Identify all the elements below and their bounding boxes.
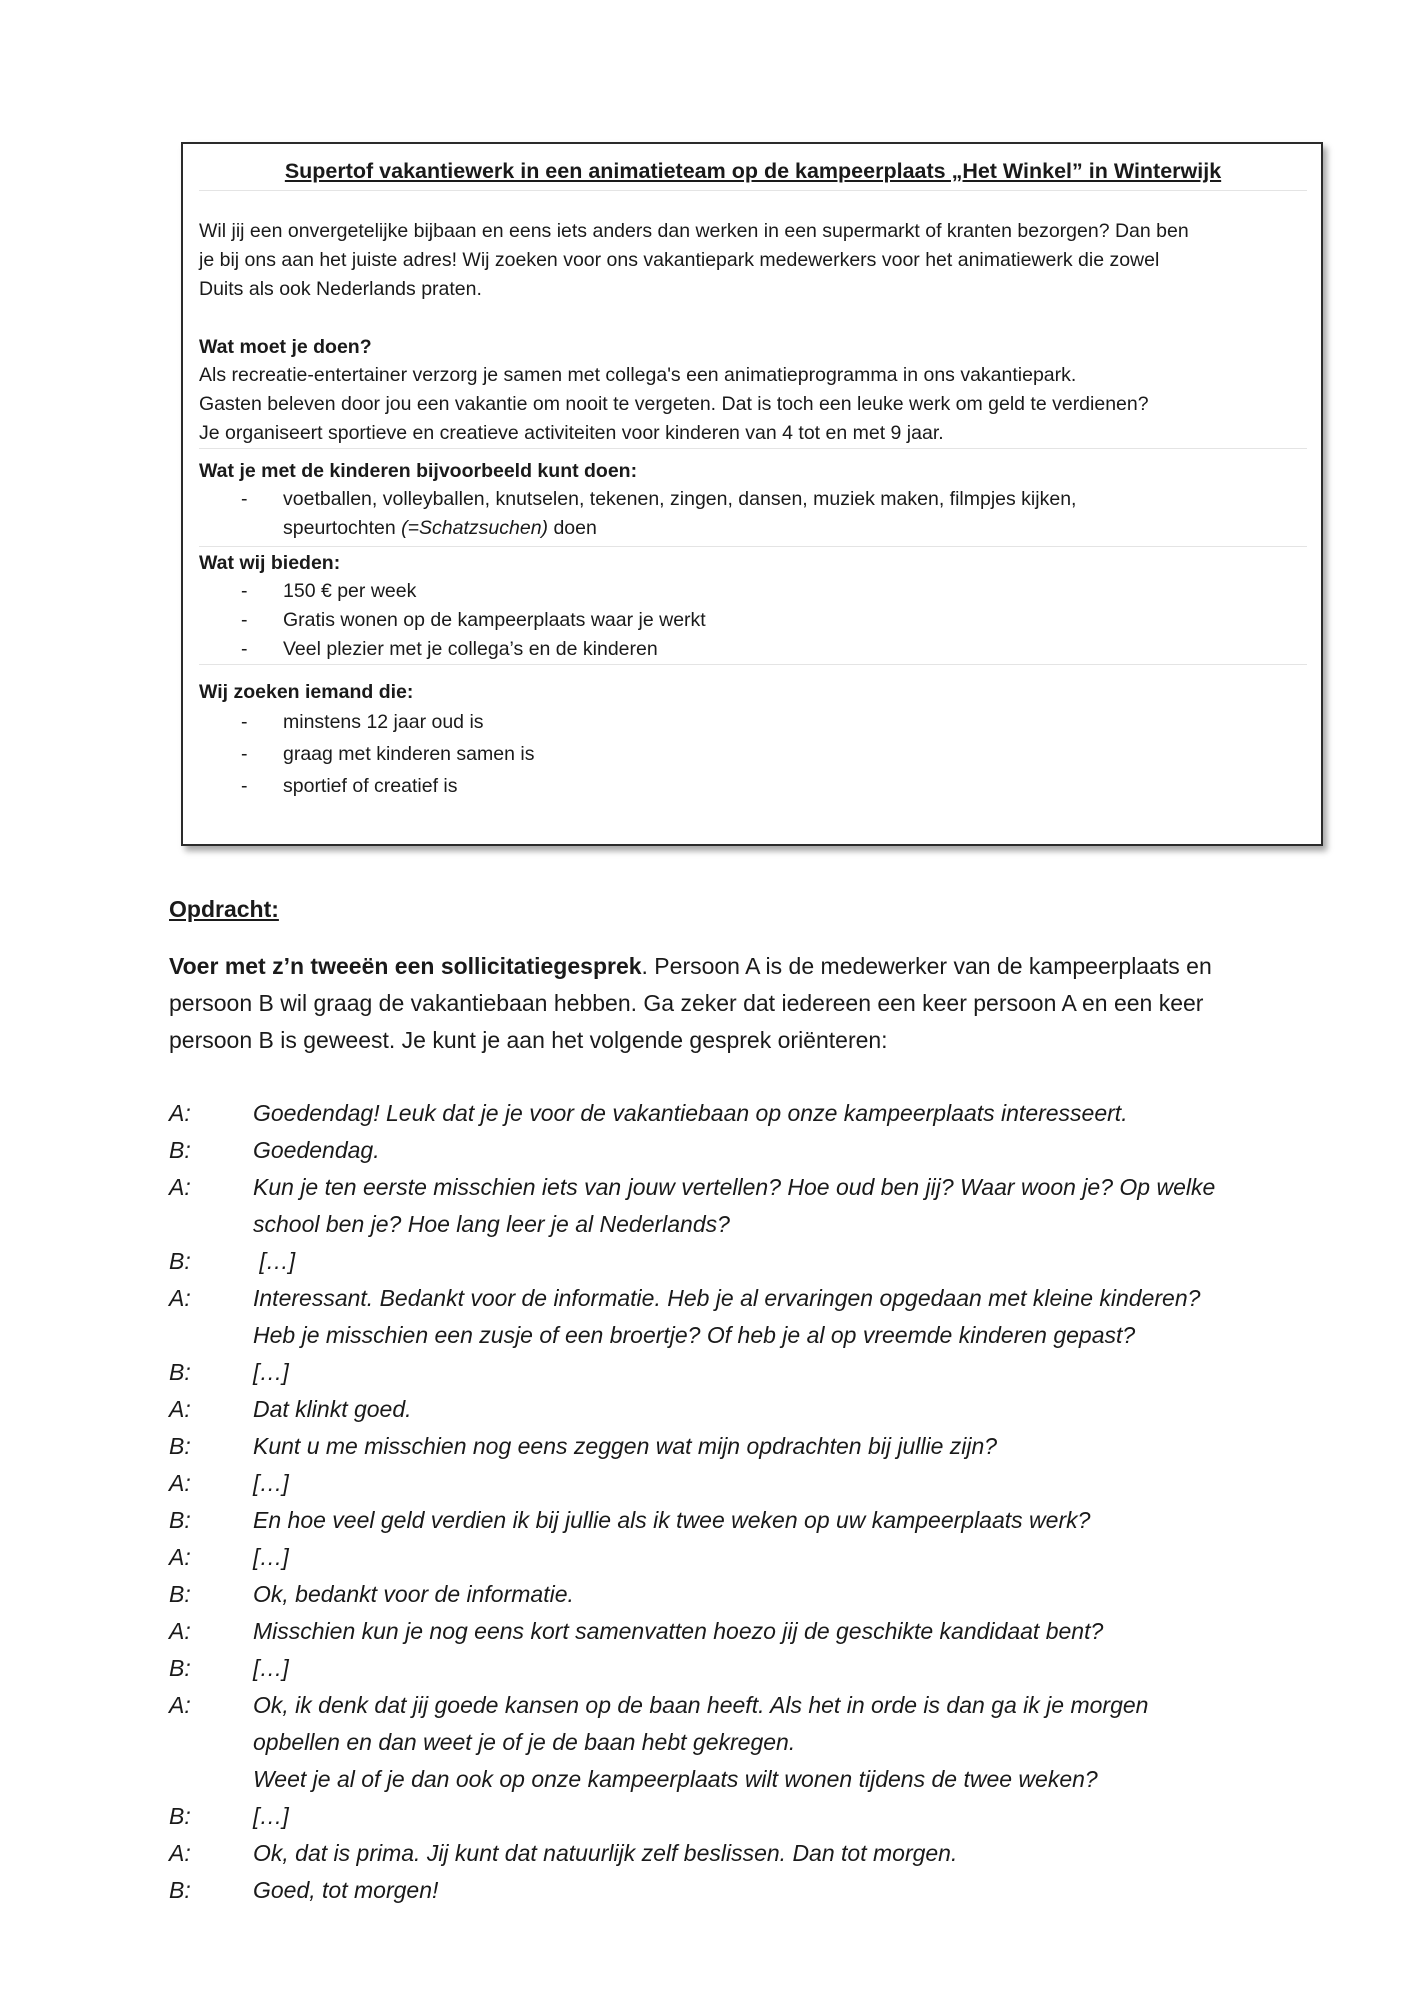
activities-heading: Wat je met de kinderen bijvoorbeeld kunt doen: bbox=[199, 460, 638, 482]
dialogue-speaker: A: bbox=[169, 1100, 191, 1126]
looking-heading: Wij zoeken iemand die: bbox=[199, 681, 414, 703]
dialogue-speaker: B: bbox=[169, 1803, 191, 1829]
offer-list bbox=[199, 577, 1307, 664]
dialogue-line bbox=[169, 1798, 1289, 1835]
title-rule bbox=[199, 190, 1307, 191]
dialogue-speaker: A: bbox=[169, 1840, 191, 1866]
dialogue-speaker bbox=[169, 1206, 253, 1243]
dialogue-utterance: […] bbox=[253, 1655, 289, 1681]
job-ad-box bbox=[181, 142, 1323, 846]
dialogue-utterance: […] bbox=[253, 1544, 289, 1570]
dialogue-utterance: […] bbox=[253, 1803, 289, 1829]
activities-section bbox=[199, 457, 1307, 543]
dialogue-utterance: Ok, bedankt voor de informatie. bbox=[253, 1581, 574, 1607]
dialogue-speaker: B: bbox=[169, 1507, 191, 1533]
dialogue-speaker: B: bbox=[169, 1359, 191, 1385]
offer-item: - Veel plezier met je collega’s en de kinderen bbox=[199, 635, 1307, 664]
section-rule bbox=[199, 448, 1307, 449]
assignment-body: . Persoon A is de medewerker van de kampeerplaats en persoon B wil graag de vakantiebaan hebben. Ga zeker dat iedereen een keer persoon A en een keer persoon B is geweest. Je kunt je aan het volgende gesprek oriënteren: bbox=[169, 953, 1212, 1053]
dialogue-line bbox=[169, 1761, 1289, 1798]
dialogue-utterance: Misschien kun je nog eens kort samenvatten hoezo jij de geschikte kandidaat bent? bbox=[253, 1618, 1104, 1644]
offer-heading: Wat wij bieden: bbox=[199, 552, 341, 574]
looking-item: - minstens 12 jaar oud is bbox=[199, 706, 1307, 738]
activity-line-1: voetballen, volleyballen, knutselen, tekenen, zingen, dansen, muziek maken, filmpjes kijken, bbox=[283, 488, 1077, 510]
dialogue-line bbox=[169, 1613, 1289, 1650]
dialogue-speaker: A: bbox=[169, 1692, 191, 1718]
dialogue-line bbox=[169, 1354, 1289, 1391]
assignment-title: Opdracht: bbox=[169, 896, 279, 922]
assignment-text bbox=[169, 948, 1259, 1059]
dialogue-speaker: A: bbox=[169, 1285, 191, 1311]
dialogue-speaker: B: bbox=[169, 1248, 191, 1274]
dialogue-line bbox=[169, 1872, 1289, 1909]
dialogue-speaker: A: bbox=[169, 1174, 191, 1200]
dialogue-line bbox=[169, 1539, 1289, 1576]
job-ad-title: Supertof vakantiewerk in een animatieteam op de kampeerplaats „Het Winkel” in Winterwijk bbox=[284, 159, 1222, 183]
intro-line: Duits als ook Nederlands praten. bbox=[199, 278, 482, 300]
dialogue-speaker: A: bbox=[169, 1470, 191, 1496]
dash-bullet: - bbox=[241, 711, 248, 733]
dialogue-line bbox=[169, 1576, 1289, 1613]
dialogue-line bbox=[169, 1391, 1289, 1428]
dialogue-utterance: En hoe veel geld verdien ik bij jullie als ik twee weken op uw kampeerplaats werk? bbox=[253, 1507, 1091, 1533]
dash-bullet: - bbox=[241, 775, 248, 797]
dash-bullet: - bbox=[241, 638, 248, 660]
dash-bullet: - bbox=[241, 580, 248, 602]
activities-list bbox=[199, 485, 1307, 543]
dash-bullet: - bbox=[241, 743, 248, 765]
job-ad-intro bbox=[199, 217, 1307, 304]
assignment-bold-lead: Voer met z’n tweeën een sollicitatiegesprek bbox=[169, 953, 642, 979]
dialogue-utterance: Dat klinkt goed. bbox=[253, 1396, 412, 1422]
offer-section bbox=[199, 549, 1307, 664]
dialogue-utterance: opbellen en dan weet je of je de baan hebt gekregen. bbox=[253, 1729, 796, 1755]
tasks-line: Als recreatie-entertainer verzorg je samen met collega's een animatieprogramma in ons vakantiepark. bbox=[199, 364, 1077, 386]
activity-line-2: speurtochten (=Schatzsuchen) doen bbox=[283, 517, 597, 539]
dialogue-line bbox=[169, 1835, 1289, 1872]
dialogue-utterance: Heb je misschien een zusje of een broertje? Of heb je al op vreemde kinderen gepast? bbox=[253, 1322, 1136, 1348]
dialogue-utterance: Goedendag. bbox=[253, 1137, 380, 1163]
dialogue-utterance: Goed, tot morgen! bbox=[253, 1877, 439, 1903]
job-ad-content bbox=[199, 144, 1307, 802]
dialogue-line bbox=[169, 1317, 1289, 1354]
dialogue-utterance: […] bbox=[253, 1248, 296, 1274]
dialogue-utterance: Ok, dat is prima. Jij kunt dat natuurlijk zelf beslissen. Dan tot morgen. bbox=[253, 1840, 958, 1866]
dash-bullet: - bbox=[241, 488, 248, 510]
dialogue-line bbox=[169, 1687, 1289, 1724]
dialogue-line bbox=[169, 1724, 1289, 1761]
dash-bullet: - bbox=[241, 609, 248, 631]
offer-item: - Gratis wonen op de kampeerplaats waar je werkt bbox=[199, 606, 1307, 635]
dialogue-utterance: school ben je? Hoe lang leer je al Nederlands? bbox=[253, 1211, 730, 1237]
dialogue-line bbox=[169, 1280, 1289, 1317]
dialogue-line bbox=[169, 1206, 1289, 1243]
dialogue-speaker: A: bbox=[169, 1544, 191, 1570]
section-rule bbox=[199, 664, 1307, 665]
dialogue-speaker bbox=[169, 1761, 253, 1798]
looking-list bbox=[199, 706, 1307, 802]
dialogue bbox=[169, 1095, 1289, 1909]
dialogue-speaker: A: bbox=[169, 1618, 191, 1644]
dialogue-utterance: Weet je al of je dan ook op onze kampeerplaats wilt wonen tijdens de twee weken? bbox=[253, 1766, 1098, 1792]
dialogue-speaker: B: bbox=[169, 1581, 191, 1607]
tasks-line: Je organiseert sportieve en creatieve activiteiten voor kinderen van 4 tot en met 9 jaar. bbox=[199, 422, 944, 444]
intro-line: je bij ons aan het juiste adres! Wij zoeken voor ons vakantiepark medewerkers voor het animatiewerk die zowel bbox=[199, 249, 1160, 271]
looking-item: - graag met kinderen samen is bbox=[199, 738, 1307, 770]
dialogue-speaker bbox=[169, 1317, 253, 1354]
looking-item: - sportief of creatief is bbox=[199, 770, 1307, 802]
activity-item bbox=[199, 485, 1307, 543]
dialogue-utterance: Interessant. Bedankt voor de informatie. Heb je al ervaringen opgedaan met kleine kinderen? bbox=[253, 1285, 1201, 1311]
dialogue-utterance: Goedendag! Leuk dat je je voor de vakantiebaan op onze kampeerplaats interesseert. bbox=[253, 1100, 1128, 1126]
tasks-line: Gasten beleven door jou een vakantie om nooit te vergeten. Dat is toch een leuke werk om geld te verdienen? bbox=[199, 393, 1149, 415]
section-rule bbox=[199, 546, 1307, 547]
dialogue-speaker: B: bbox=[169, 1137, 191, 1163]
looking-section bbox=[199, 678, 1307, 802]
dialogue-utterance: […] bbox=[253, 1470, 289, 1496]
dialogue-utterance: Kunt u me misschien nog eens zeggen wat mijn opdrachten bij jullie zijn? bbox=[253, 1433, 998, 1459]
dialogue-speaker: B: bbox=[169, 1877, 191, 1903]
tasks-section bbox=[199, 333, 1307, 448]
dialogue-speaker bbox=[169, 1724, 253, 1761]
dialogue-line bbox=[169, 1502, 1289, 1539]
dialogue-utterance: Kun je ten eerste misschien iets van jouw vertellen? Hoe oud ben jij? Waar woon je? Op welke bbox=[253, 1174, 1216, 1200]
dialogue-line bbox=[169, 1132, 1289, 1169]
offer-item: - 150 € per week bbox=[199, 577, 1307, 606]
dialogue-line bbox=[169, 1465, 1289, 1502]
dialogue-speaker: B: bbox=[169, 1433, 191, 1459]
dialogue-utterance: Ok, ik denk dat jij goede kansen op de baan heeft. Als het in orde is dan ga ik je morgen bbox=[253, 1692, 1149, 1718]
dialogue-line bbox=[169, 1650, 1289, 1687]
intro-line: Wil jij een onvergetelijke bijbaan en eens iets anders dan werken in een supermarkt of kranten bezorgen? Dan ben bbox=[199, 220, 1189, 242]
dialogue-line bbox=[169, 1243, 1289, 1280]
dialogue-speaker: A: bbox=[169, 1396, 191, 1422]
tasks-heading: Wat moet je doen? bbox=[199, 336, 372, 358]
dialogue-speaker: B: bbox=[169, 1655, 191, 1681]
dialogue-line bbox=[169, 1428, 1289, 1465]
dialogue-line bbox=[169, 1095, 1289, 1132]
dialogue-line bbox=[169, 1169, 1289, 1206]
dialogue-utterance: […] bbox=[253, 1359, 289, 1385]
